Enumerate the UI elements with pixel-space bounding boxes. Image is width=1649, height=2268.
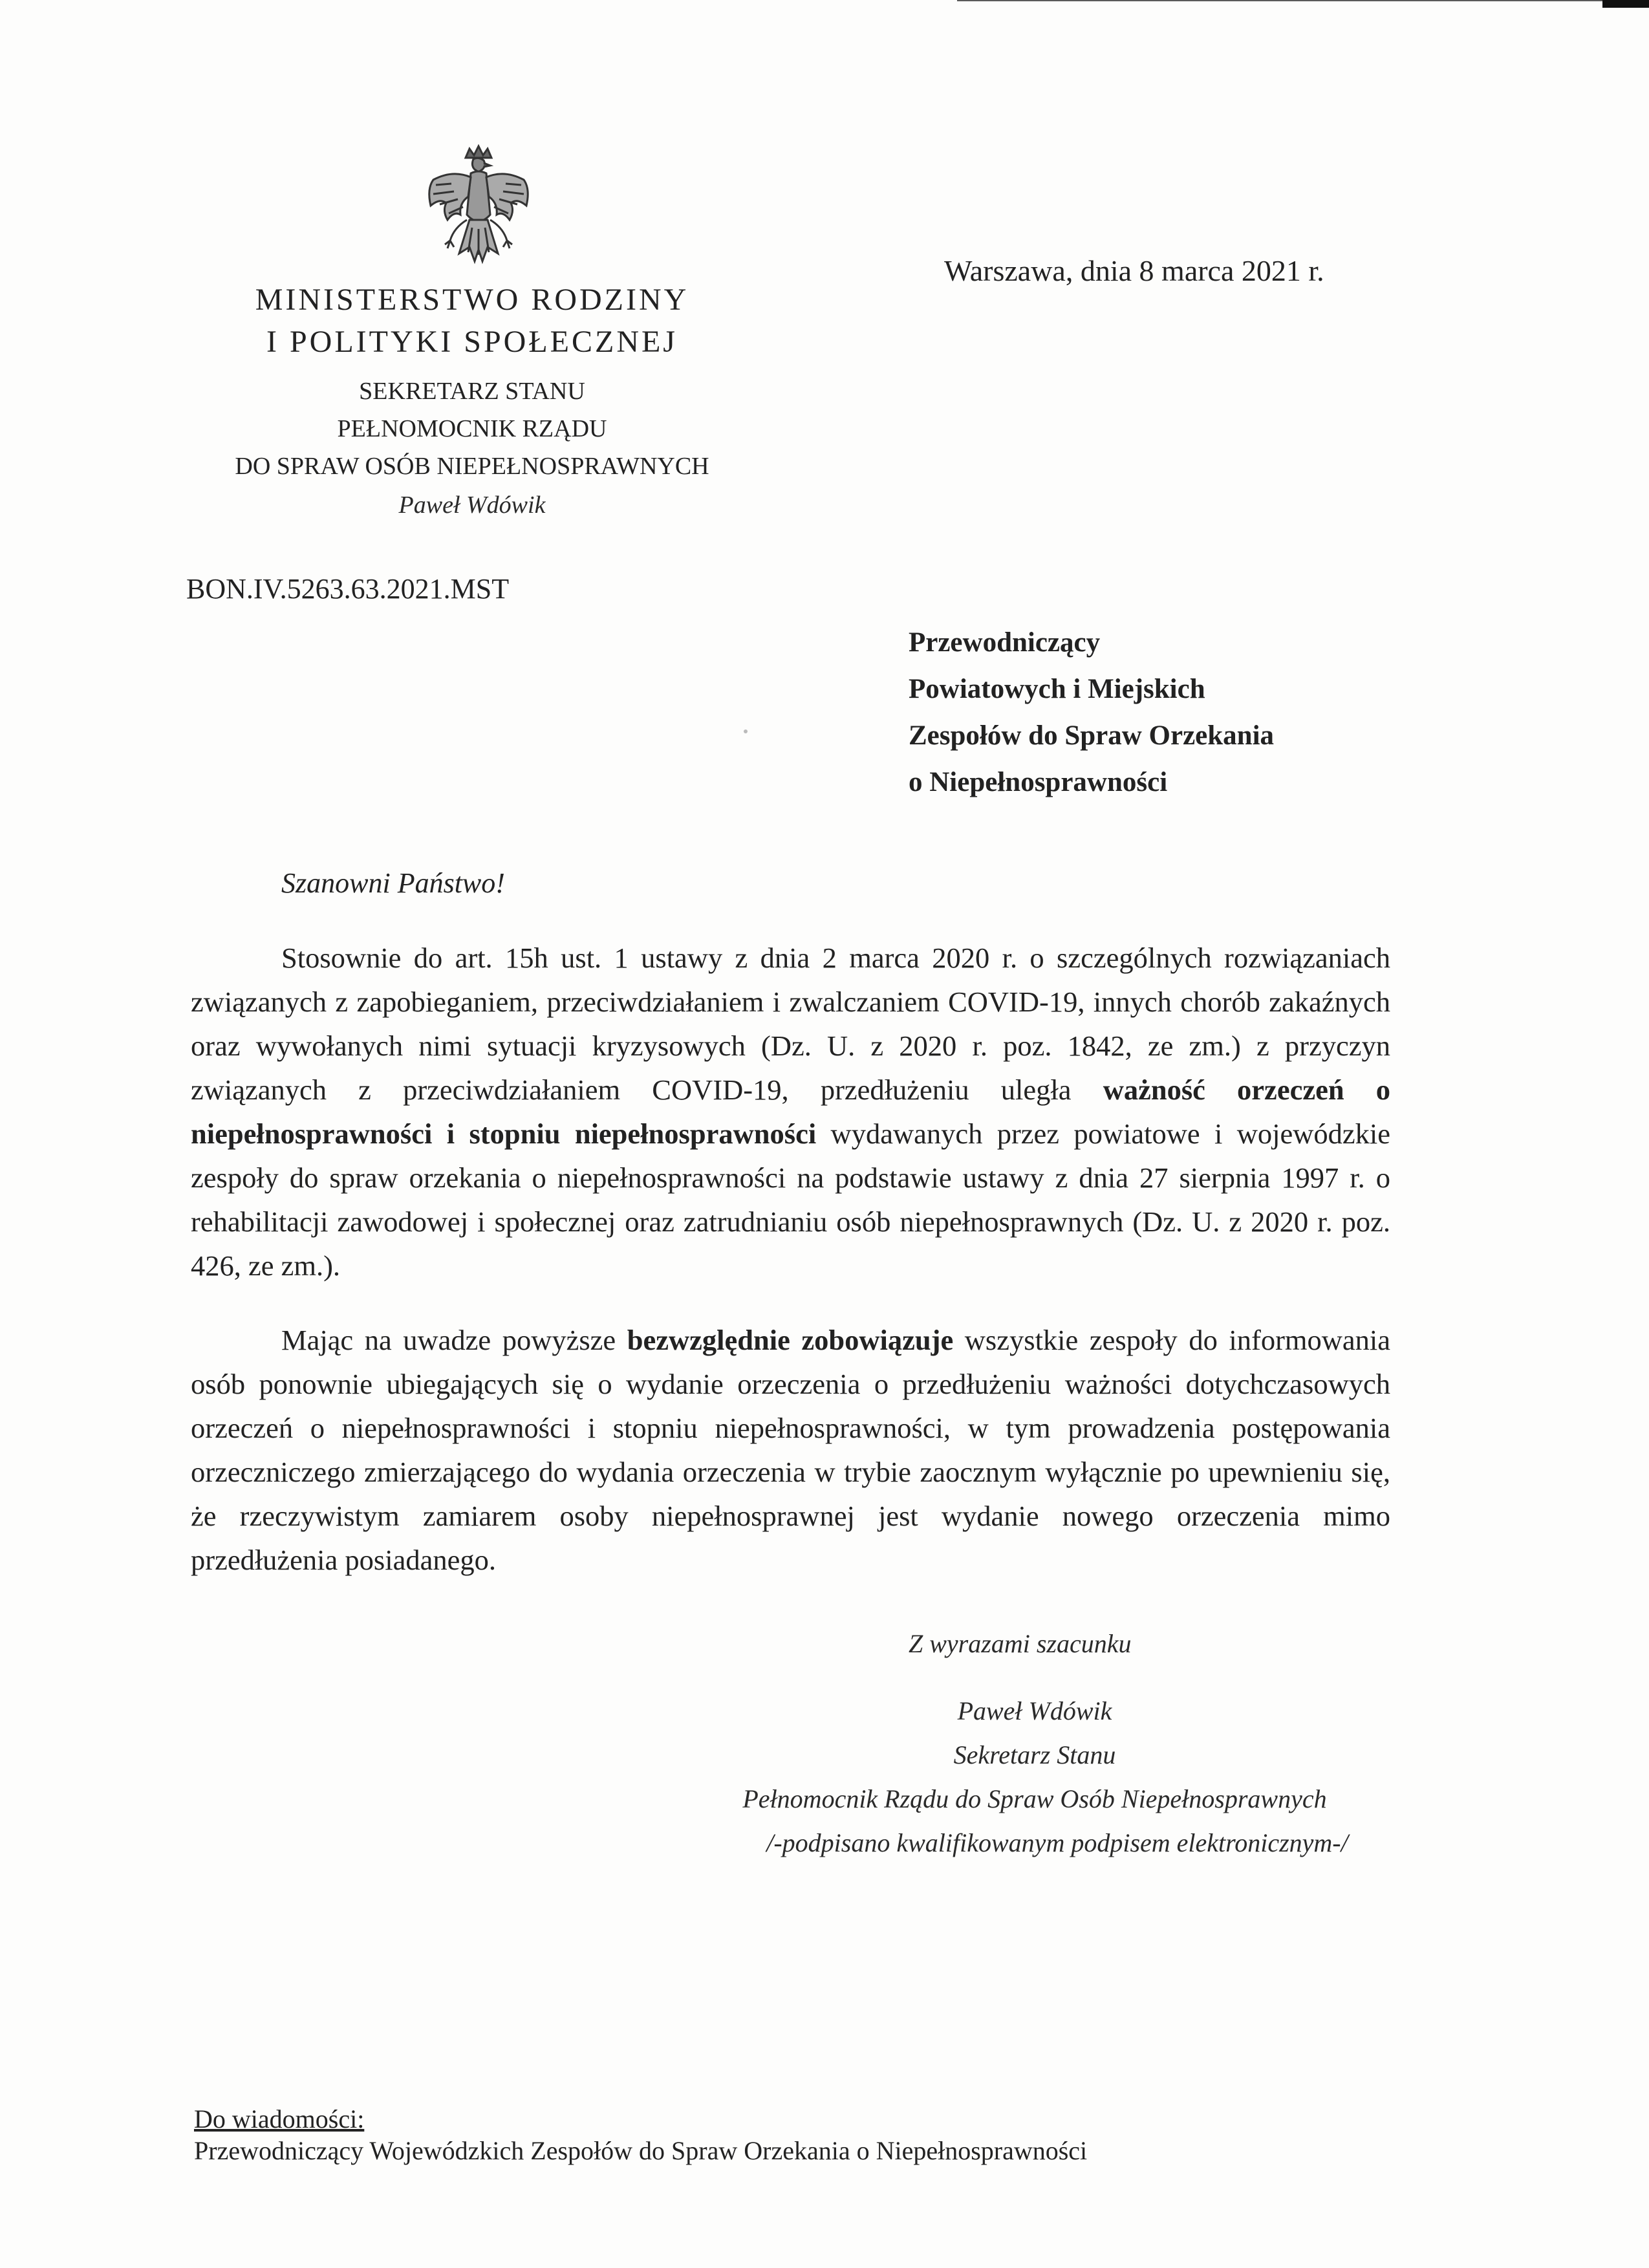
office-title-line-3: DO SPRAW OSÓB NIEPEŁNOSPRAWNYCH [235, 453, 709, 480]
signature-name: Paweł Wdówik [957, 1696, 1112, 1725]
signature-note: /-podpisano kwalifikowanym podpisem elektronicznym-/ [766, 1828, 1348, 1857]
scan-speck [744, 729, 748, 733]
paragraph-2-emphasis: bezwzględnie zobowiązuje [627, 1324, 954, 1356]
signature-block [621, 1689, 1449, 1865]
paragraph-2-text-a: Mając na uwadze powyższe [281, 1324, 627, 1356]
recipient-line-1: Przewodniczący [909, 627, 1101, 658]
signature-title-1: Sekretarz Stanu [953, 1740, 1116, 1769]
scan-edge-mark [1602, 0, 1649, 8]
office-title-line-1: SEKRETARZ STANU [359, 378, 585, 405]
cc-heading: Do wiadomości: [194, 2104, 365, 2133]
recipient-line-4: o Niepełnosprawności [909, 767, 1168, 797]
paragraph-1-text-b: wydawanych przez powiatowe i wojewódzkie zespoły do spraw orzekania o niepełnosprawności na podstawie ustawy z dnia 27 sierpnia 1997 r. o rehabilitacji zawodowej i społecznej oraz zatrudnianiu osób niepełnosprawnych (Dz. U. z 2020 r. poz. 426, ze zm.). [191, 1118, 1390, 1282]
cc-recipient: Przewodniczący Wojewódzkich Zespołów do Spraw Orzekania o Niepełnosprawności [194, 2136, 1088, 2165]
ministry-name-line-2: I POLITYKI SPOŁECZNEJ [266, 325, 678, 359]
recipient-block [909, 620, 1491, 806]
ministry-name-line-1: MINISTERSTWO RODZINY [255, 283, 689, 317]
paragraph-2-text-b: wszystkie zespoły do informowania osób ponownie ubiegających się o wydanie orzeczenia o przedłużeniu ważności dotychczasowych orzeczeń o niepełnosprawności i stopniu niepełnosprawności, w tym prowadzenia postępowania orzeczniczego zmierzającego do wydania orzeczenia w trybie zaocznym wyłącznie po upewnieniu się, że rzeczywistym zamiarem osoby niepełnosprawnej jest wydanie nowego orzeczenia mimo przedłużenia posiadanego. [191, 1324, 1391, 1576]
polish-eagle-icon [414, 144, 543, 279]
salutation: Szanowni Państwo! [281, 867, 505, 899]
paragraph-1-emphasis: ważność orzeczeń o niepełnosprawności i stopniu niepełnosprawności [191, 1074, 1390, 1150]
signature-title-2: Pełnomocnik Rządu do Spraw Osób Niepełnosprawnych [742, 1784, 1327, 1813]
paragraph-1-text-a: Stosownie do art. 15h ust. 1 ustawy z dnia 2 marca 2020 r. o szczególnych rozwiązaniach związanych z zapobieganiem, przeciwdziałaniem i zwalczaniem COVID-19, innych chorób zakaźnych oraz wywołanych nimi sytuacji kryzysowych (Dz. U. z 2020 r. poz. 1842, ze zm.) z przyczyn związanych z przeciwdziałaniem COVID-19, przedłużeniu uległa [191, 942, 1390, 1106]
place-date: Warszawa, dnia 8 marca 2021 r. [944, 254, 1324, 287]
recipient-line-2: Powiatowych i Miejskich [909, 674, 1205, 704]
closing-phrase: Z wyrazami szacunku [909, 1629, 1132, 1658]
body-paragraph-1 [191, 936, 1390, 1288]
body-paragraph-2 [191, 1318, 1390, 1582]
reference-number: BON.IV.5263.63.2021.MST [186, 573, 510, 605]
scan-edge-line [957, 0, 1604, 1]
recipient-line-3: Zespołów do Spraw Orzekania [909, 720, 1275, 751]
office-title-line-2: PEŁNOMOCNIK RZĄDU [337, 415, 607, 442]
official-name: Paweł Wdówik [398, 491, 546, 519]
